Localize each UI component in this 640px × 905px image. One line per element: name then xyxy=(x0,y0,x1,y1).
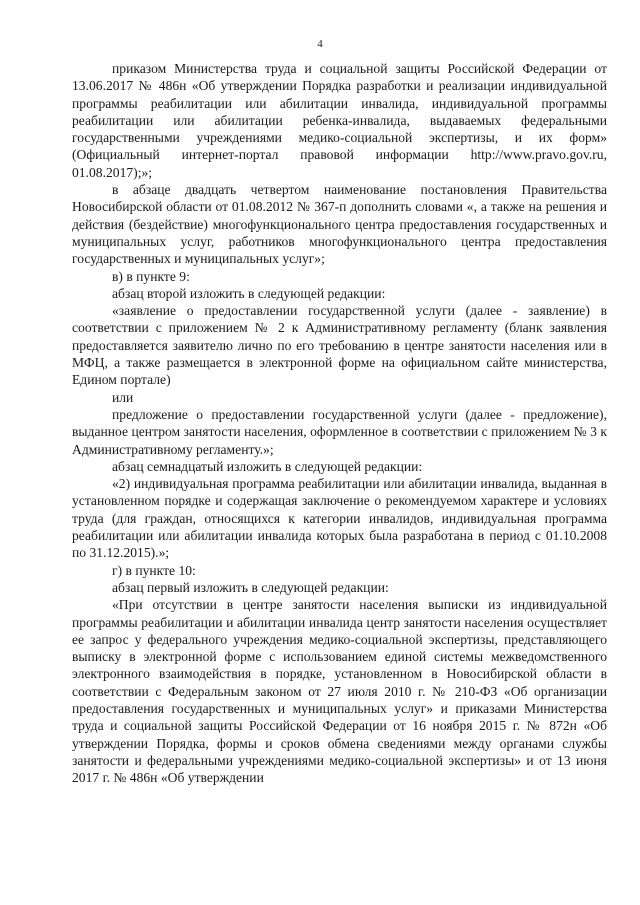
page-number: 4 xyxy=(317,38,323,50)
paragraph-abzac-2-intro: абзац второй изложить в следующей редакции: xyxy=(112,285,386,301)
document-body xyxy=(72,60,607,786)
paragraph-item-9-heading: в) в пункте 9: xyxy=(112,268,190,284)
paragraph-absence-request-text: «При отсутствии в центре занятости населения выписки из индивидуальной программы реабилитации и абилитации инвалида центр занятости населения осуществляет ее запрос у федерального учреждения медико-социальной экспертизы, представляющего выписку в электронной форме с использованием единой системы межведомственного электронного взаимодействия в порядке, установленном в Новосибирской области в соответствии с Федеральным законом от 27 июля 2010 г. № 210-ФЗ «Об организации предоставления государственных и муниципальных услуг» и приказами Министерства труда и социальной защиты Российской Федерации от 16 ноября 2015 г. № 872н «Об утверждении Порядка, формы и сроков обмена сведениями между органами службы занятости и федеральными учреждениями медико-социальной экспертизы» и от 13 июня 2017 г. № 486н «Об утверждении xyxy=(72,597,607,786)
paragraph-proposal-text: предложение о предоставлении государственной услуги (далее - предложение), выданное центром занятости населения, оформленное в соответствии с приложением № 3 к Административному регламенту.»; xyxy=(72,406,607,457)
paragraph-rehab-program-text: «2) индивидуальная программа реабилитации или абилитации инвалида, выданная в установленном порядке и содержащая заключение о рекомендуемом характере и условиях труда (для граждан, относящихся к категории инвалидов, индивидуальная программа реабилитации или абилитации инвалида которых была разработана в период с 01.10.2008 по 31.12.2015).»; xyxy=(72,476,607,561)
paragraph-or: или xyxy=(112,389,134,405)
paragraph-order-reference: приказом Министерства труда и социальной защиты Российской Федерации от 13.06.2017 № 486н «Об утверждении Порядка разработки и реализации индивидуальной программы реабилитации или абилитации инвалида, индивидуальной программы реабилитации или абилитации ребенка-инвалида, выдаваемых федеральными государственными учреждениями медико-социальной экспертизы, и их форм» (Официальный интернет-портал правовой информации http://www.pravo.gov.ru, 01.08.2017);»; xyxy=(72,61,607,180)
paragraph-item-10-heading: г) в пункте 10: xyxy=(112,562,196,578)
paragraph-abzac-17-intro: абзац семнадцатый изложить в следующей редакции: xyxy=(112,458,423,474)
paragraph-abzac-24: в абзаце двадцать четвертом наименование постановления Правительства Новосибирской области от 01.08.2012 № 367-п дополнить словами «, а также на решения и действия (бездействие) многофункционального центра предоставления государственных и муниципальных услуг, работников многофункционального центра предоставления государственных и муниципальных услуг»; xyxy=(72,182,607,267)
paragraph-abzac-1-intro: абзац первый изложить в следующей редакции: xyxy=(112,579,389,595)
paragraph-application-text: «заявление о предоставлении государственной услуги (далее - заявление) в соответствии с приложением № 2 к Административному регламенту (бланк заявления предоставляется заявителю лично по его требованию в центре занятости населения или в МФЦ, а также размещается в электронной форме на официальном сайте министерства, Едином портале) xyxy=(72,303,607,388)
